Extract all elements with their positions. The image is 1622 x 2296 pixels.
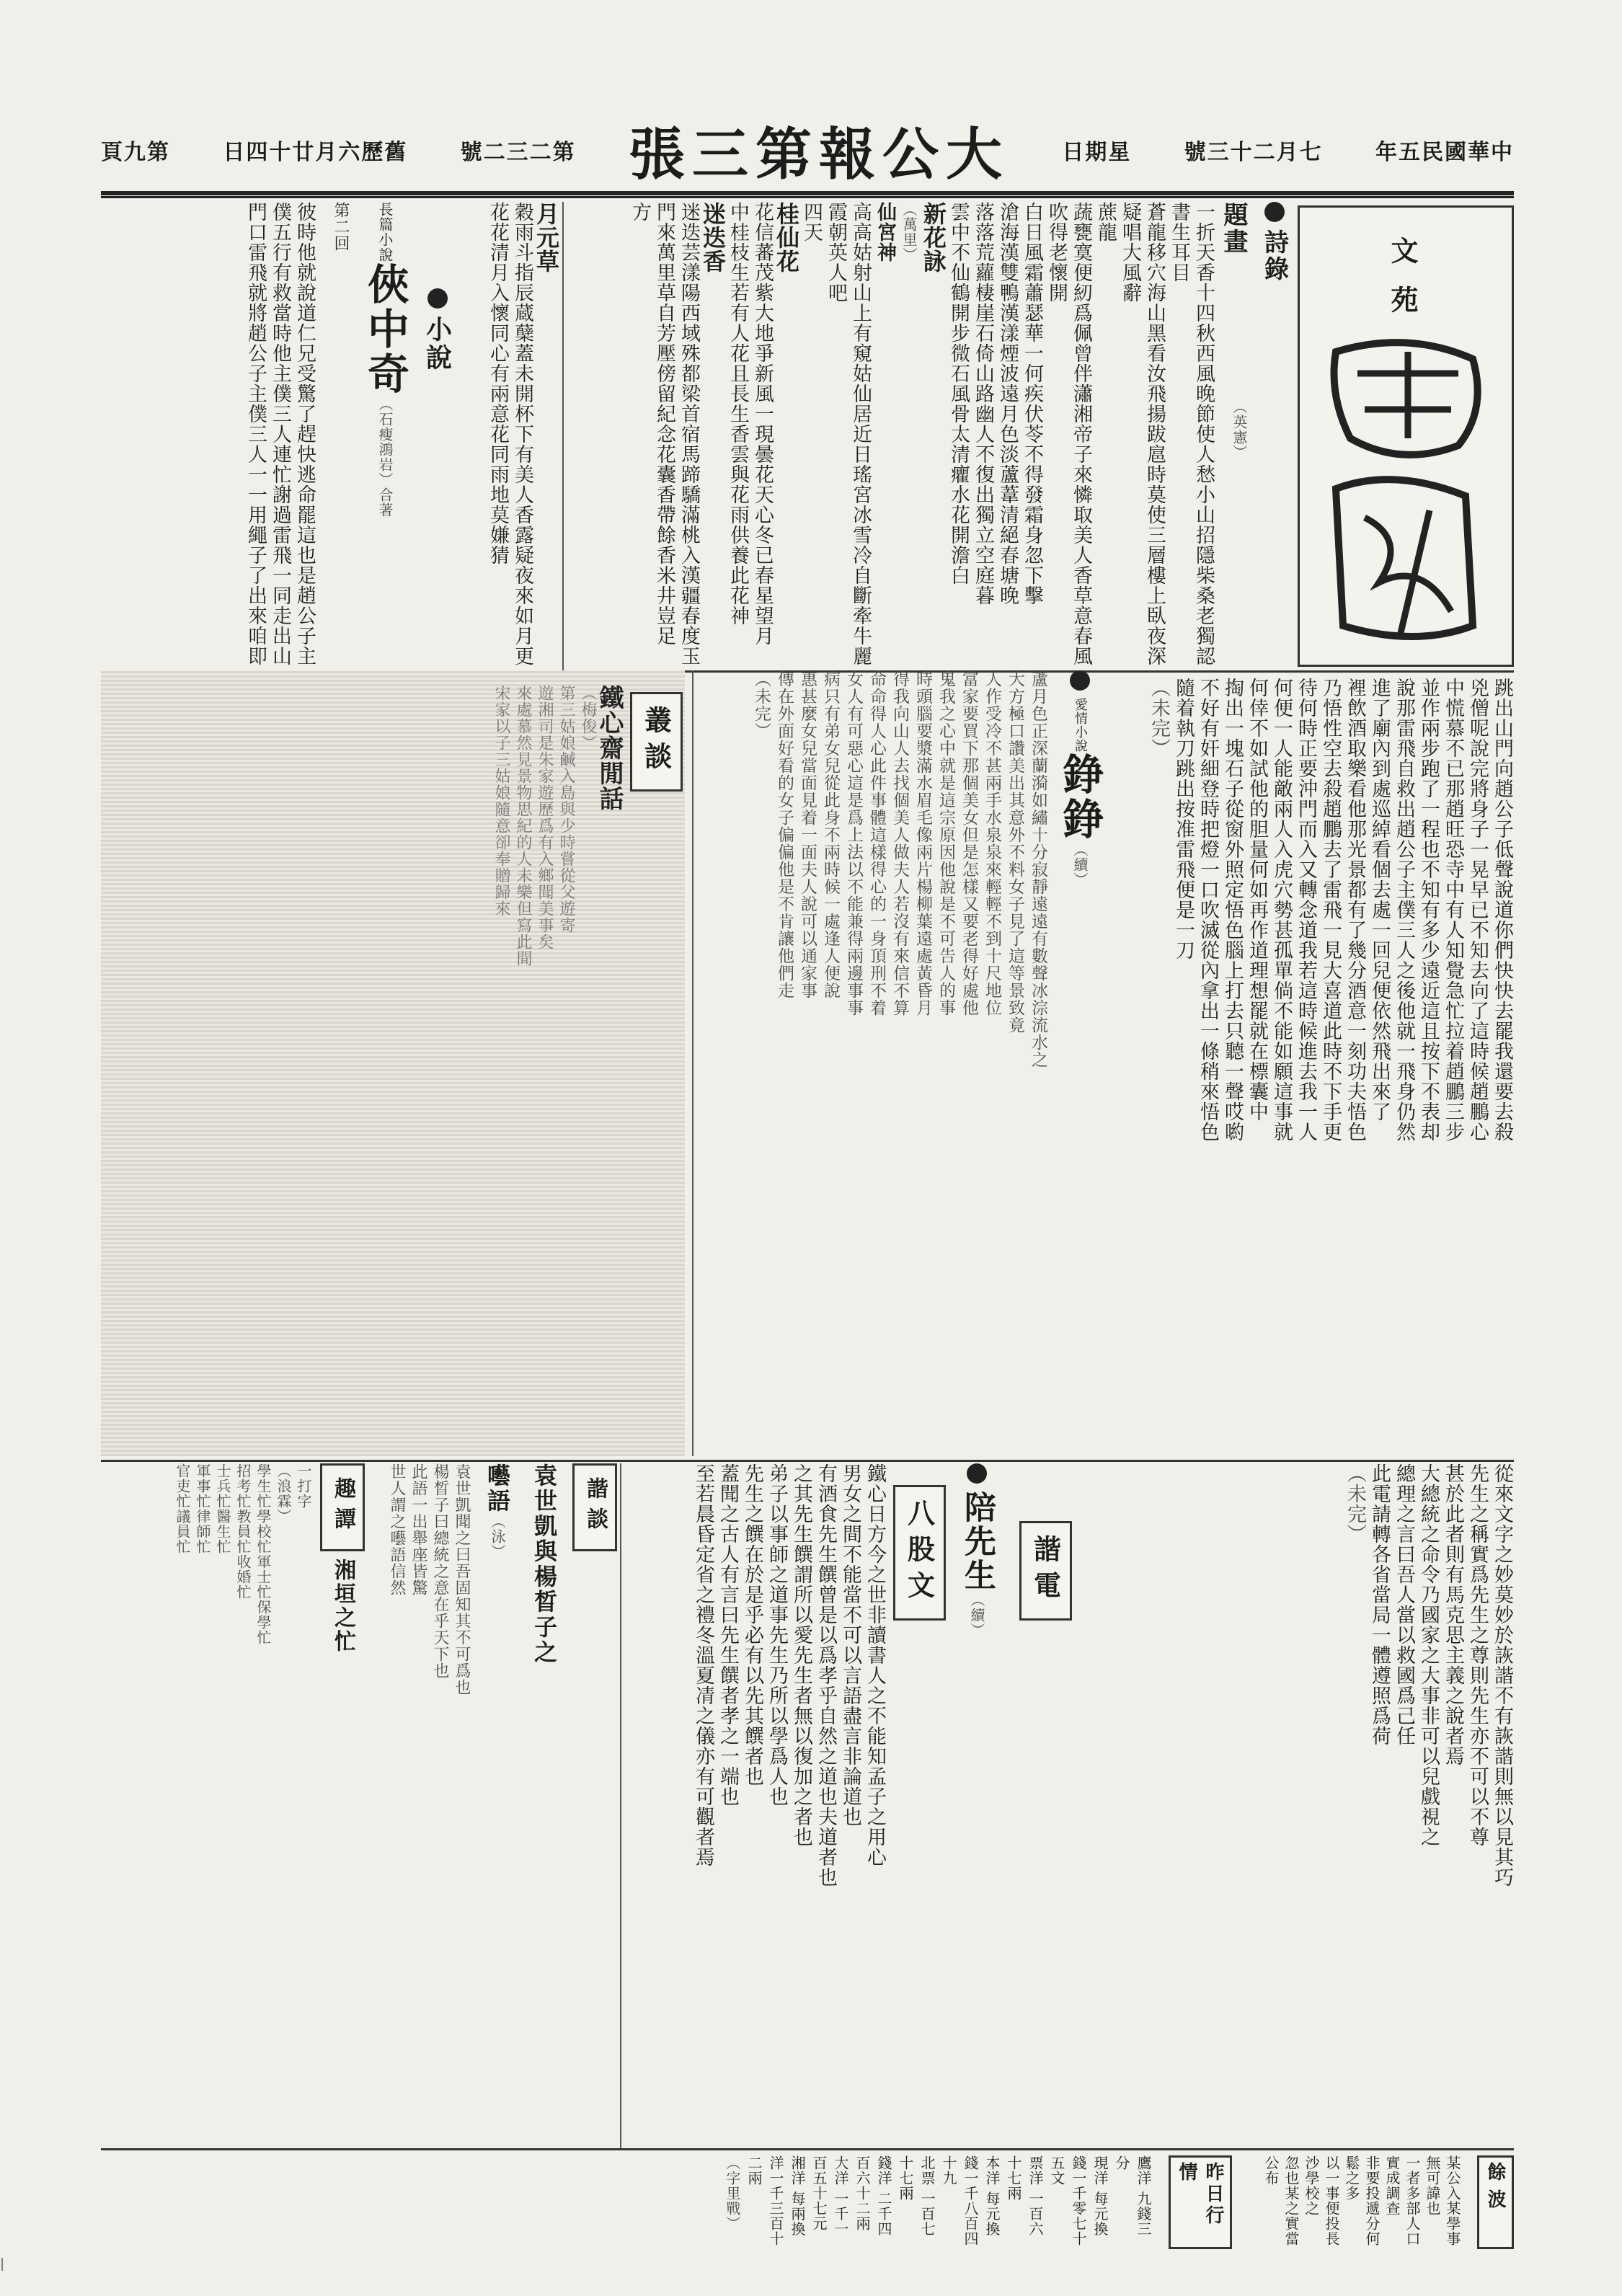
poem-line: 雲中不仙鶴開步微石風骨太清癯水花開澹白: [947, 202, 970, 585]
quwen-title: 湘垣之忙: [330, 1559, 355, 1654]
masthead-rule: [101, 196, 1514, 198]
quwen-label: 趣譚: [320, 1463, 365, 1551]
quwen-sub: 一打字: [295, 1463, 312, 1509]
story-line: 傳在外面好看的女子偏偏他是不肯讓他們走: [775, 670, 794, 999]
bullet-icon: [1264, 202, 1285, 222]
bagu-label: 八股文: [893, 1485, 946, 1621]
price-row: 本洋 每元換錢一千八百四十九: [940, 2155, 1001, 2246]
joke-line: 楊晳子曰總統之意在乎天下也: [431, 1463, 449, 1679]
poem-line: 門來萬里草自芳壓傍留紀念花囊香帶餘香米井豈足: [653, 202, 675, 646]
telegraph-section: [1009, 1463, 1514, 2148]
bullet-icon: [1070, 670, 1090, 691]
poem-line: 蒼龍移穴海山黑看汝飛揚跋扈時莫使三層樓上臥夜深: [1143, 202, 1166, 666]
story-line: 不好有奸細登時把燈一口吹滅從內拿出一條稍來悟色: [1197, 678, 1219, 1142]
story-line: 乃悟性空去殺趙鵬去了雷飛一見大喜道此時不下手更: [1319, 678, 1342, 1142]
story-line: 進了廟內到處巡綽看個去處一回兒便依然飛出來了: [1368, 678, 1391, 1122]
poem-line: 蔬甕寞便紉爲佩曾伴瀟湘帝子來憐取美人香草意春風: [1070, 202, 1092, 666]
joke-line: 袁世凱聞之曰吾固知其不可爲也: [453, 1463, 471, 1696]
price-row: 票洋 一百六十七兩: [1005, 2155, 1044, 2237]
story-line: 說那雷飛自救出趙公子主僕三人之後他就一飛身仍然: [1393, 678, 1415, 1142]
poem-line: 桂仙花: [773, 202, 800, 273]
poem-line: 中桂枝生若有人花且長生香雲與花雨供養此花神: [727, 202, 749, 626]
misc-line: 來處慕然見景物思紀的人未樂但寫此間: [514, 685, 532, 967]
poem-line: 書生耳目: [1168, 202, 1190, 283]
bagu-line: 蓋聞之古人有言曰先生饌者孝之一端也: [717, 1463, 739, 1807]
story-line: 何倖不如試他的胆量何如再作道理想罷就在標囊中: [1246, 678, 1268, 1122]
nunbo-label: 餘波: [1477, 2155, 1514, 2249]
prices-label: 昨日行情: [1169, 2155, 1232, 2249]
bagu-title: 陪先生: [959, 1491, 996, 1592]
bagu-line: 之其先生饌謂所以愛先生者無以復加之者也: [790, 1463, 812, 1847]
poem-line: 疑唱大風辭: [1119, 202, 1141, 303]
novel-section: [101, 202, 559, 670]
band-literature: [101, 202, 1514, 670]
poem-line: 蔗龍: [1094, 202, 1117, 242]
quwen-body: [174, 1463, 314, 2148]
quwen-line: 招考忙教員忙收婚忙: [234, 1463, 252, 1600]
telegraph-line: 先生之稱實爲先生之尊則先生亦不可以不尊: [1466, 1463, 1489, 1847]
jokes-body: [371, 1463, 472, 2148]
price-row: 鷹洋 九錢三分: [1113, 2155, 1152, 2237]
bullet-icon: [427, 288, 448, 309]
poem-line: 落落荒蘿棲崖石倚山路幽人不復出獨立空庭暮: [972, 202, 994, 606]
lunar-date: 日四十廿月六歷舊: [223, 139, 408, 165]
poem-line: 迷迭芸漾陽西域殊都梁首宿馬蹄驕滿桃入漢疆春度玉: [678, 202, 700, 666]
issue-number: 號二三二第: [460, 139, 576, 165]
novel-line: 彼時他就說道仁兄受驚了趕快逃命罷這也是趙公子主: [293, 202, 316, 666]
story-continuation: [1110, 670, 1514, 1463]
story-line: 掏出一塊石子從窗外照定悟色腦上打去只聽一聲哎喲: [1221, 678, 1244, 1142]
story-line: 人作受冷不甚兩手水泉泉來輕輕不到十尺地位: [983, 670, 1001, 1016]
bullet-icon: [967, 1463, 987, 1484]
misc-section-label: 叢談: [630, 692, 683, 792]
joke-line: 此語一出舉座皆驚: [409, 1463, 427, 1596]
poem-line: 吹得老懷開: [1045, 202, 1068, 303]
poem-line: 花花清月入懷同心有兩意花同雨地莫嫌猜: [487, 202, 509, 565]
story-end-note: （未完）: [1148, 678, 1170, 758]
poem-line: 四天: [800, 202, 823, 242]
poem-line: 一折天香十四秋西風晚節使人愁小山招隱柴桑老獨認: [1192, 202, 1215, 666]
poem-heading: 題畫: [1219, 202, 1248, 255]
story-line: 蘆月色正深蘭漪如繡十分寂靜遠遠有數聲冰淙流水之: [1029, 670, 1047, 1068]
lingmei-story: [699, 670, 1103, 1456]
story-line: 惠甚麼女兒當面見着一面夫人說可以通家事: [798, 670, 817, 999]
quwen-line: 軍事忙律師忙: [194, 1463, 211, 1554]
nunbo-line: 一者多部人口實成調查: [1383, 2155, 1421, 2246]
misc-line: 遊湘司是朱家遊歷爲有入鄉聞美事矣: [536, 685, 554, 950]
price-row: 大洋 一千一百五十七元: [810, 2155, 849, 2237]
novel-title: 俠中奇: [360, 262, 409, 396]
price-row: 錢洋 二千四百六十二兩: [854, 2155, 892, 2237]
lingmei-note: （續）: [1071, 842, 1089, 887]
poem-subnote: （萬里）: [900, 202, 918, 262]
humor-section: [101, 1463, 616, 2148]
misc-body: [115, 670, 624, 1456]
story-line: 時頭腦要漿滿水眉毛像兩片楊柳葉遠處黃昏月: [913, 670, 932, 1016]
divider: [620, 1463, 621, 2148]
poem-line: 霞朝英人吧: [825, 202, 847, 303]
story-line: 待何時正要沖門而入又轉念道我若這時候進去我一人: [1295, 678, 1317, 1142]
quwen-line: 官吏忙議員忙: [174, 1463, 191, 1554]
poem-line: 白日風霜蕭瑟華一何疾伏苓不得發霜身忽下擊: [1021, 202, 1043, 606]
prices-note: （字里戰）: [724, 2155, 741, 2231]
story-end-note: （未完）: [752, 670, 771, 740]
republic-year: 年五民國華中: [1375, 139, 1514, 165]
story-line: 何便一人能敵兩人入虎穴勢甚孤單倘不能如願這事就: [1270, 678, 1293, 1142]
weekday: 日期星: [1062, 139, 1132, 165]
poem-body: [617, 202, 1215, 670]
story-line: 大方極口讚美出其意外不料女子見了這等景致竟: [1006, 670, 1024, 1034]
bagu-line: 弟子以事師之道事先生乃所以學爲人也: [766, 1463, 788, 1807]
poem-line: 穀雨斗指辰蔵蘖蓋未開杯下有美人香露疑夜來如月更: [511, 202, 533, 666]
poem-section: [570, 202, 1290, 670]
price-row: 北票 一百七十七兩: [897, 2155, 936, 2237]
quwen-line: 學生忙學校忙軍士忙保學忙: [254, 1463, 272, 1645]
telegraph-body: [1081, 1463, 1514, 2148]
quwen-line: 士兵忙醫生忙: [214, 1463, 231, 1554]
bagu-body: [642, 1463, 887, 2148]
telegraph-note: （未完）: [1344, 1463, 1366, 1544]
edge-mark: |: [0, 2256, 5, 2271]
bottom-strip: [101, 2155, 1514, 2249]
story-line: 裡飲酒取樂看他那光景都有了幾分酒意一刻功夫悟色: [1344, 678, 1366, 1142]
bagu-line: 男女之間不能當不可以言語盡言非論道也: [839, 1463, 861, 1827]
story-line: 富家要買下那個美女但是怎樣又要老得好處他: [960, 670, 978, 1016]
nunbo-body: [1246, 2155, 1463, 2249]
novel-body: [201, 202, 316, 670]
page-label: 頁九第: [101, 139, 170, 165]
novel-author: （石瘦鴻岩）合著: [376, 396, 394, 518]
bagu-line: 先生之饌在於是乎必有以先其饌者也: [741, 1463, 763, 1786]
nunbo-line: 非要投遞分何鬆之多: [1343, 2155, 1381, 2246]
poem-section-title: 詩錄: [1259, 229, 1289, 283]
section-rule: [101, 2148, 1514, 2150]
novel-section-label: 小說: [422, 316, 453, 372]
masthead: [101, 108, 1514, 195]
story-line: 隨着執刀跳出按准雷飛便是一刀: [1172, 678, 1195, 960]
telegraph-line: 大總統之命令乃國家之大事非可以兒戲視之: [1417, 1463, 1440, 1847]
bagu-line: 至若晨昏定省之禮冬溫夏凊之儀亦有可觀者焉: [692, 1463, 714, 1867]
novel-line: 僕五行有救當時他主僕三人連忙謝過雷飛一同走出山: [269, 202, 291, 666]
story-line: 並作兩步跑了一程也不知有多少遠近這且按下不表却: [1417, 678, 1440, 1142]
telegraph-line: 此電請轉各省當局一體遵照爲荷: [1368, 1463, 1391, 1746]
story-line: 女人有可惡心這是爲上法以不能兼得兩邊事事: [844, 670, 863, 1016]
misc-title: 鐵心齋閒話: [595, 685, 624, 811]
bagu-line: 有酒食先生饌曾是以爲孝乎自然之道也夫道者也: [815, 1463, 837, 1887]
nunbo-line: 忽也某之實當公布: [1262, 2155, 1300, 2246]
jokes-title-b: 囈語: [484, 1463, 511, 1514]
lingmei-sub: 愛情小說: [1073, 698, 1088, 753]
poem-subheading: 新花詠: [920, 202, 947, 273]
misc-column: [101, 670, 685, 1456]
lingmei-title: 錚錚: [1055, 753, 1104, 842]
quwen-note: （浪霖）: [275, 1463, 292, 1524]
poem-line: 迷迭香: [699, 202, 727, 273]
price-row: 湘洋 每兩換洋一千三百十二兩: [745, 2155, 806, 2246]
poem-line: 方: [629, 202, 651, 222]
misc-author: （梅俊）: [579, 685, 597, 751]
prices-table: [722, 2155, 1154, 2249]
misc-line: 第三姑娘鹹入島與少時嘗從父遊寄: [557, 685, 575, 934]
newspaper-title: 張三第報公大: [628, 121, 1009, 187]
story-line: 中慌慕不已那趙旺恐寺中有人知覺急忙拉着趙鵬三步: [1442, 678, 1464, 1142]
jokes-label: 諧談: [572, 1463, 617, 1551]
poem-subtitle: 仙宮神: [874, 202, 896, 262]
price-row: 現洋 每元換錢一千零七十五文: [1048, 2155, 1109, 2246]
story-line: 鬼我之心中就是這宗原因他說是不可告人的事: [936, 670, 955, 1016]
bagu-note: （續）: [968, 1592, 985, 1638]
misc-line: 宋家以子三姑娘隨意卻奉贈歸來: [492, 685, 510, 917]
gregorian-date: 號三十二月七: [1184, 139, 1323, 165]
novel-chapter: 第二回: [332, 202, 350, 252]
yue-block: [465, 202, 559, 670]
poem-author: （英憲）: [1231, 399, 1248, 460]
telegraph-label: 諧電: [1019, 1521, 1072, 1621]
joke-line: 世人謂之囈語信然: [388, 1463, 406, 1596]
band-humor: [101, 1463, 1514, 2148]
wenyuan-label: 文苑: [1386, 236, 1419, 334]
novel-sub: 長篇小說: [376, 202, 394, 262]
story-line: 跳出山門向趙公子低聲說道你們快快去罷我還要去殺: [1491, 678, 1513, 1142]
divider: [562, 202, 564, 670]
lingmei-body: [711, 670, 1050, 1456]
story-line: 命命得人心此件事體這樣得心的一身頂刑不着: [867, 670, 886, 1016]
nunbo-line: 某公入某學事無可諱也: [1424, 2155, 1461, 2246]
nunbo-line: 以一事便投長沙學校之: [1303, 2155, 1340, 2246]
yue-heading: 月元草: [533, 202, 560, 273]
poem-line: 花信蕃茂紫大地爭新風一現曇花天心冬已春星望月: [751, 202, 774, 646]
telegraph-line: 總理之言曰吾人當以救國爲己任: [1393, 1463, 1415, 1746]
divider: [692, 670, 693, 1456]
telegraph-line: 從來文字之妙莫妙於詼諧不有詼諧則無以見其巧: [1491, 1463, 1513, 1887]
story-line: 兇僧呢說完將身子一晃早已不知去向了這時候趙鵬心: [1466, 678, 1489, 1142]
jokes-title-a: 袁世凱與楊晳子之: [531, 1463, 558, 1665]
telegraph-line: 甚於此者則有馬克思主義之說者焉: [1442, 1463, 1464, 1766]
poem-line: 滄海漢雙鴨漢漾煙波遠月色淡蘆葦清絕春塘晚: [996, 202, 1019, 606]
story-line: 病只有弟女兒從此身不兩時候一處逢人便說: [821, 670, 840, 999]
bagu-line: 鐵心日方今之世非讀書人之不能知孟子之用心: [864, 1463, 886, 1867]
section-rule: [101, 1460, 1514, 1462]
novel-line: 門口雷飛就將趙公子主僕三人一一用繩子了出來咱即: [244, 202, 267, 666]
jokes-note: （泳）: [489, 1514, 506, 1559]
story-line: 得我向山人去找個美人做夫人若沒有來信不算: [890, 670, 909, 1016]
bagu-section: [627, 1463, 1002, 2148]
poem-line: 高高姑射山上有窺姑仙居近日瑤宮冰雪冷自斷牽牛麗: [849, 202, 872, 666]
band-stories: [101, 670, 1514, 1456]
